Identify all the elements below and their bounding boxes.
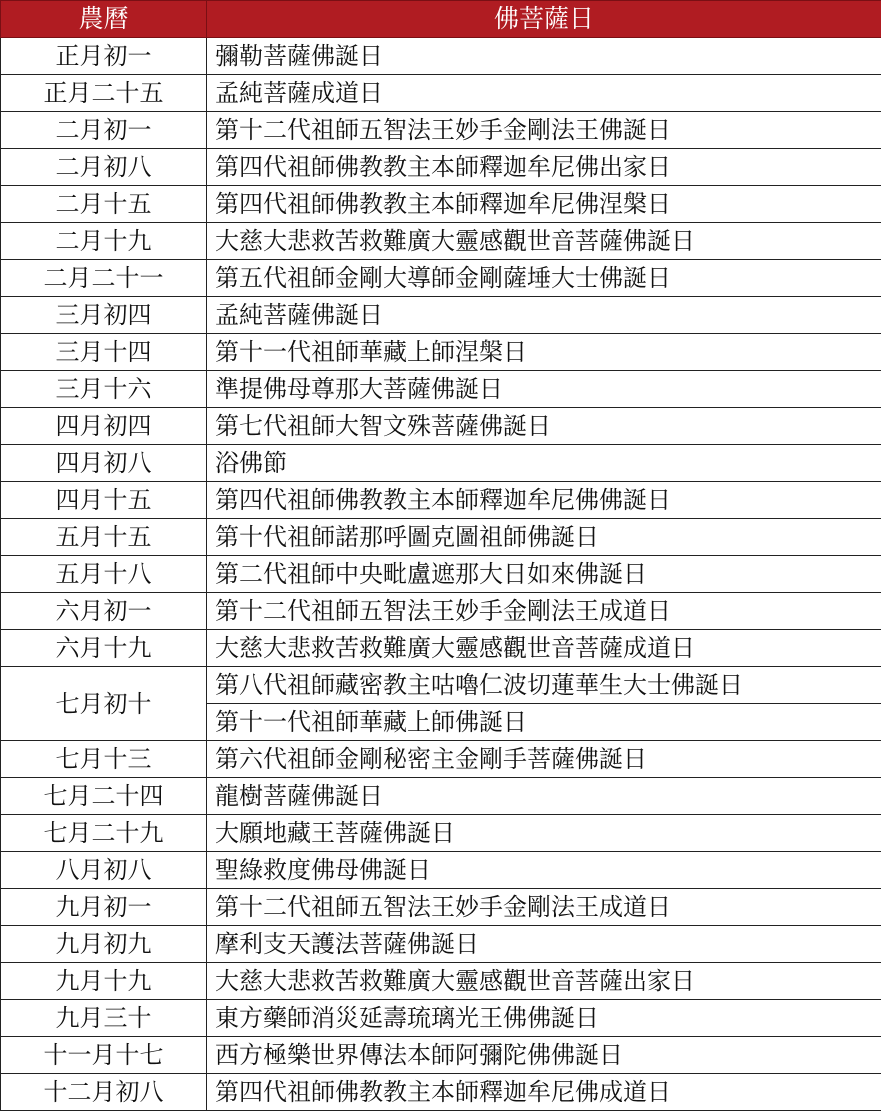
table-row bbox=[1, 926, 881, 963]
lunar-date-cell: 二月初八 bbox=[1, 149, 207, 186]
lunar-date-cell: 二月十九 bbox=[1, 223, 207, 260]
lunar-date-cell: 三月十四 bbox=[1, 334, 207, 371]
header-buddha-day: 佛菩薩日 bbox=[207, 1, 881, 38]
lunar-date-cell: 六月十九 bbox=[1, 630, 207, 667]
table-row bbox=[1, 149, 881, 186]
lunar-date-cell: 二月二十一 bbox=[1, 260, 207, 297]
lunar-date-cell: 九月初九 bbox=[1, 926, 207, 963]
table-row bbox=[1, 667, 881, 704]
lunar-date-cell: 五月十八 bbox=[1, 556, 207, 593]
table-row bbox=[1, 778, 881, 815]
lunar-date-cell: 七月二十九 bbox=[1, 815, 207, 852]
buddha-day-cell: 東方藥師消災延壽琉璃光王佛佛誕日 bbox=[207, 1000, 881, 1037]
lunar-date-cell: 四月初四 bbox=[1, 408, 207, 445]
buddha-day-cell: 第五代祖師金剛大導師金剛薩埵大士佛誕日 bbox=[207, 260, 881, 297]
buddha-day-cell: 第四代祖師佛教教主本師釋迦牟尼佛涅槃日 bbox=[207, 186, 881, 223]
header-row bbox=[1, 1, 881, 38]
table-row bbox=[1, 408, 881, 445]
lunar-date-cell: 正月二十五 bbox=[1, 75, 207, 112]
buddha-day-cell: 第四代祖師佛教教主本師釋迦牟尼佛佛誕日 bbox=[207, 482, 881, 519]
lunar-date-cell: 九月十九 bbox=[1, 963, 207, 1000]
table-row bbox=[1, 260, 881, 297]
buddha-day-cell: 第十二代祖師五智法王妙手金剛法王佛誕日 bbox=[207, 112, 881, 149]
lunar-date-cell: 二月十五 bbox=[1, 186, 207, 223]
buddha-day-cell: 大願地藏王菩薩佛誕日 bbox=[207, 815, 881, 852]
lunar-date-cell: 三月十六 bbox=[1, 371, 207, 408]
table-row bbox=[1, 75, 881, 112]
table-row bbox=[1, 556, 881, 593]
lunar-date-cell: 十二月初八 bbox=[1, 1074, 207, 1111]
buddha-day-cell: 龍樹菩薩佛誕日 bbox=[207, 778, 881, 815]
table-row bbox=[1, 223, 881, 260]
buddha-day-cell: 第八代祖師藏密教主咕嚕仁波切蓮華生大士佛誕日 bbox=[207, 667, 881, 704]
table-row bbox=[1, 1000, 881, 1037]
lunar-date-cell: 正月初一 bbox=[1, 38, 207, 75]
buddha-day-cell: 大慈大悲救苦救難廣大靈感觀世音菩薩成道日 bbox=[207, 630, 881, 667]
buddha-day-cell: 第十二代祖師五智法王妙手金剛法王成道日 bbox=[207, 593, 881, 630]
table-row bbox=[1, 963, 881, 1000]
lunar-date-cell: 五月十五 bbox=[1, 519, 207, 556]
lunar-date-cell: 七月二十四 bbox=[1, 778, 207, 815]
buddha-day-cell: 第四代祖師佛教教主本師釋迦牟尼佛成道日 bbox=[207, 1074, 881, 1111]
lunar-date-cell: 六月初一 bbox=[1, 593, 207, 630]
buddha-day-cell: 第四代祖師佛教教主本師釋迦牟尼佛出家日 bbox=[207, 149, 881, 186]
buddha-day-cell: 第十一代祖師華藏上師佛誕日 bbox=[207, 704, 881, 741]
table-row bbox=[1, 112, 881, 149]
buddha-day-cell: 第十二代祖師五智法王妙手金剛法王成道日 bbox=[207, 889, 881, 926]
table-row bbox=[1, 1037, 881, 1074]
buddha-day-cell: 大慈大悲救苦救難廣大靈感觀世音菩薩出家日 bbox=[207, 963, 881, 1000]
buddha-day-cell: 孟純菩薩佛誕日 bbox=[207, 297, 881, 334]
buddha-day-cell: 西方極樂世界傳法本師阿彌陀佛佛誕日 bbox=[207, 1037, 881, 1074]
table-row bbox=[1, 519, 881, 556]
table-row bbox=[1, 334, 881, 371]
table-row bbox=[1, 593, 881, 630]
buddha-day-cell: 浴佛節 bbox=[207, 445, 881, 482]
lunar-date-cell: 九月初一 bbox=[1, 889, 207, 926]
buddha-day-cell: 第十代祖師諾那呼圖克圖祖師佛誕日 bbox=[207, 519, 881, 556]
table-row bbox=[1, 815, 881, 852]
table-body bbox=[1, 38, 881, 1111]
lunar-date-cell: 四月十五 bbox=[1, 482, 207, 519]
buddha-day-cell: 大慈大悲救苦救難廣大靈感觀世音菩薩佛誕日 bbox=[207, 223, 881, 260]
table-row bbox=[1, 445, 881, 482]
lunar-date-cell: 四月初八 bbox=[1, 445, 207, 482]
buddha-day-cell: 孟純菩薩成道日 bbox=[207, 75, 881, 112]
table-row bbox=[1, 852, 881, 889]
lunar-date-cell: 二月初一 bbox=[1, 112, 207, 149]
lunar-date-cell: 九月三十 bbox=[1, 1000, 207, 1037]
lunar-date-cell: 八月初八 bbox=[1, 852, 207, 889]
buddha-day-cell: 第二代祖師中央毗盧遮那大日如來佛誕日 bbox=[207, 556, 881, 593]
table-row bbox=[1, 38, 881, 75]
table-row bbox=[1, 371, 881, 408]
buddha-day-cell: 第十一代祖師華藏上師涅槃日 bbox=[207, 334, 881, 371]
header-lunar-date: 農曆 bbox=[1, 1, 207, 38]
buddha-day-cell: 第六代祖師金剛秘密主金剛手菩薩佛誕日 bbox=[207, 741, 881, 778]
table-row bbox=[1, 482, 881, 519]
lunar-date-cell: 七月初十 bbox=[1, 667, 207, 741]
buddha-day-cell: 摩利支天護法菩薩佛誕日 bbox=[207, 926, 881, 963]
table-row bbox=[1, 630, 881, 667]
table-row bbox=[1, 1074, 881, 1111]
lunar-date-cell: 七月十三 bbox=[1, 741, 207, 778]
table-row bbox=[1, 741, 881, 778]
buddha-day-cell: 第七代祖師大智文殊菩薩佛誕日 bbox=[207, 408, 881, 445]
buddha-day-cell: 彌勒菩薩佛誕日 bbox=[207, 38, 881, 75]
lunar-date-cell: 三月初四 bbox=[1, 297, 207, 334]
table-row bbox=[1, 889, 881, 926]
table-row bbox=[1, 297, 881, 334]
buddha-day-cell: 準提佛母尊那大菩薩佛誕日 bbox=[207, 371, 881, 408]
lunar-date-cell: 十一月十七 bbox=[1, 1037, 207, 1074]
table-row bbox=[1, 186, 881, 223]
buddha-day-cell: 聖綠救度佛母佛誕日 bbox=[207, 852, 881, 889]
